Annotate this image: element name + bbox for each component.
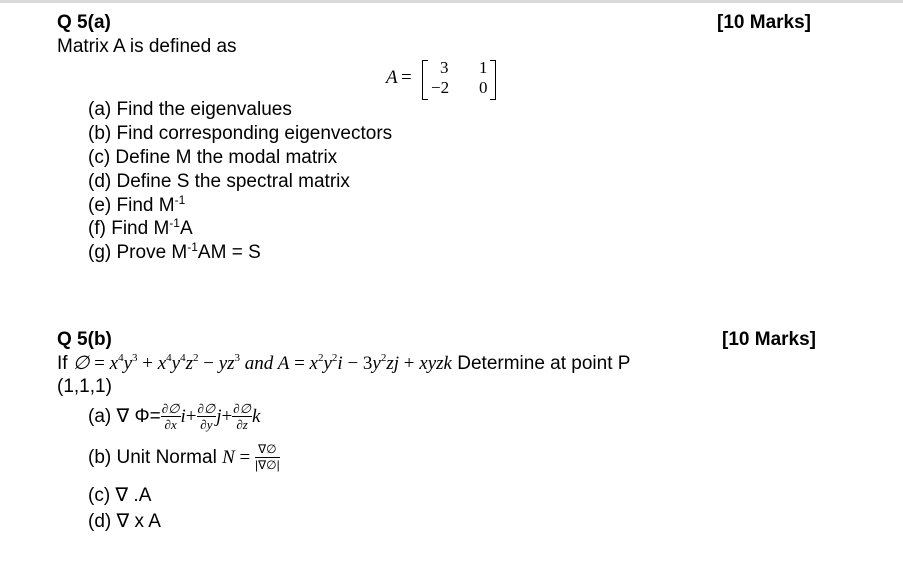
q5a-item-b: (b) Find corresponding eigenvectors — [88, 123, 393, 144]
q5a-item-g: (g) Prove $M^{-1}AM = S$ — [88, 240, 261, 263]
q5b-item-a: (a) ∇ Φ= $\frac{\partial\emptyset}{\partial x}$ i+ $\frac{\partial\emptyset}{\partial y}$ j+ $\frac{\partial\emptyset}{\partial z}$ k — [88, 401, 261, 433]
matrix-equals: = — [401, 67, 412, 88]
q5b-point: (1,1,1) — [57, 376, 112, 397]
q5a-heading: Q 5(a) — [57, 12, 111, 33]
top-border — [0, 0, 903, 3]
q5b-item-d: (d) ∇ x A — [88, 511, 161, 532]
q5b-item-c: (c) ∇ .A — [88, 485, 152, 506]
q5a-item-c: (c) Define M the modal matrix — [88, 147, 338, 168]
q5b-heading: Q 5(b) — [57, 329, 112, 350]
matrix-cell-r1c1: 3 — [440, 58, 449, 77]
matrix-left-bracket — [422, 60, 428, 100]
q5a-intro: Matrix A is defined as — [57, 36, 237, 57]
matrix-right-bracket — [490, 60, 496, 100]
q5a-marks: [10 Marks] — [717, 12, 811, 33]
q5b-marks: [10 Marks] — [722, 329, 816, 350]
matrix-a — [386, 58, 516, 102]
q5a-item-d: (d) Define S the spectral matrix — [88, 171, 350, 192]
q5b-statement: If ∅ = $x^4y^3 + x^4y^4z^2 - yz^3$ and $A = x^2y^2i - 3y^2zj$ + xyzk Determine at point P — [57, 352, 631, 374]
q5a-item-f: (f) Find $M^{-1}A$ — [88, 216, 193, 239]
q5b-item-b: (b) Unit Normal N = $\frac{\nabla\emptyset}{|\nabla\emptyset|}$ — [88, 442, 280, 473]
matrix-cell-r1c2: 1 — [479, 58, 488, 77]
q5a-item-a: (a) Find the eigenvalues — [88, 99, 292, 120]
matrix-cell-r2c2: 0 — [479, 78, 488, 97]
q5a-item-e: (e) Find $M^{-1}$ — [88, 193, 186, 216]
matrix-cell-r2c1: −2 — [431, 78, 450, 97]
matrix-label: A — [386, 67, 398, 88]
